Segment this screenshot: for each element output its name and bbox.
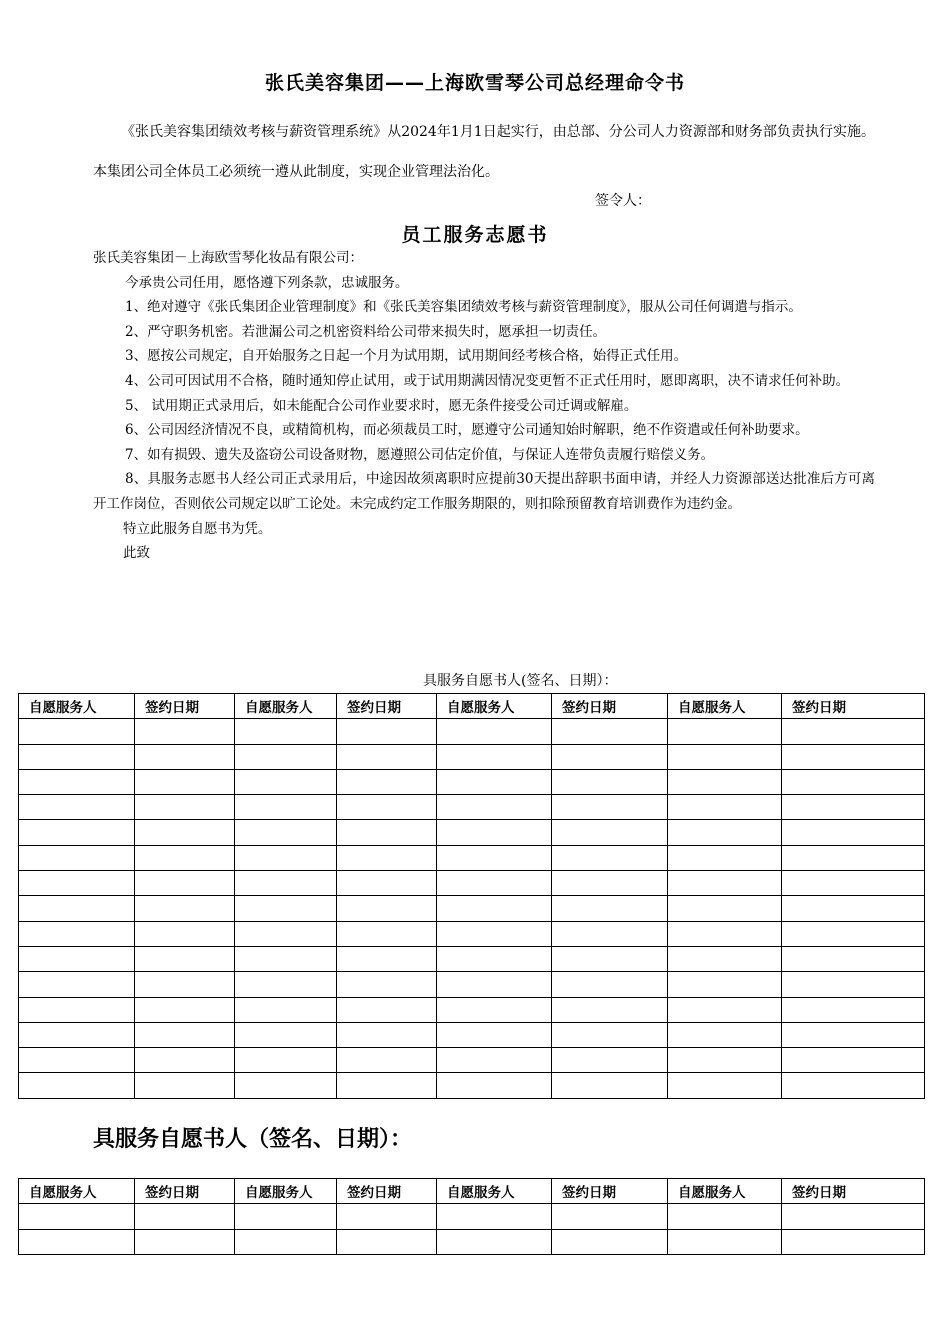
volunteer-signature-cell[interactable] xyxy=(235,795,337,820)
sign-date-cell[interactable] xyxy=(135,744,235,769)
sign-date-cell[interactable] xyxy=(135,845,235,870)
sign-date-cell[interactable] xyxy=(337,871,437,896)
sign-date-cell[interactable] xyxy=(552,1204,668,1229)
table-row xyxy=(19,1048,925,1073)
sign-date-cell[interactable] xyxy=(337,921,437,946)
volunteer-signature-cell[interactable] xyxy=(19,845,135,870)
pledge-item-7: 7、如有损毁、遗失及盗窃公司设备财物，愿遵照公司估定价值，与保证人连带负责履行赔偿义务。 xyxy=(125,446,715,463)
signature-caption-2: 具服务自愿书人（签名、日期）： xyxy=(93,1127,413,1152)
table-row xyxy=(19,1229,925,1254)
sign-date-cell[interactable] xyxy=(135,820,235,845)
volunteer-signature-cell[interactable] xyxy=(437,795,552,820)
sign-date-cell[interactable] xyxy=(782,921,925,946)
pledge-item-6: 6、公司因经济情况不良，或精简机构，而必须裁员工时，愿遵守公司通知始时解职，绝不作资遣或任何补助要求。 xyxy=(125,422,809,439)
pledge-item-1: 1、绝对遵守《张氏集团企业管理制度》和《张氏美容集团绩效考核与薪资管理制度》，服从公司任何调遣与指示。 xyxy=(125,299,802,316)
volunteer-signature-cell[interactable] xyxy=(235,896,337,921)
sign-date-cell[interactable] xyxy=(782,1204,925,1229)
sign-date-cell[interactable] xyxy=(135,1204,235,1229)
sign-date-cell[interactable] xyxy=(337,769,437,794)
volunteer-signature-cell[interactable] xyxy=(19,820,135,845)
volunteer-signature-cell[interactable] xyxy=(668,1048,782,1073)
sign-date-cell[interactable] xyxy=(782,871,925,896)
sign-date-cell[interactable] xyxy=(135,946,235,971)
volunteer-signature-cell[interactable] xyxy=(437,1073,552,1098)
table-row xyxy=(19,845,925,870)
volunteer-signature-cell[interactable] xyxy=(668,1073,782,1098)
sign-date-cell[interactable] xyxy=(552,921,668,946)
header-sign-date: 签约日期 xyxy=(782,1179,925,1204)
sign-date-cell[interactable] xyxy=(782,1229,925,1254)
sign-date-cell[interactable] xyxy=(552,972,668,997)
sign-date-cell[interactable] xyxy=(135,871,235,896)
header-sign-date: 签约日期 xyxy=(135,1179,235,1204)
volunteer-signature-cell[interactable] xyxy=(668,719,782,744)
header-volunteer: 自愿服务人 xyxy=(437,694,552,719)
table-row xyxy=(19,921,925,946)
table-row xyxy=(19,769,925,794)
volunteer-signature-cell[interactable] xyxy=(437,744,552,769)
sign-date-cell[interactable] xyxy=(135,997,235,1022)
table-row xyxy=(19,795,925,820)
table-row xyxy=(19,896,925,921)
volunteer-signature-cell[interactable] xyxy=(235,946,337,971)
volunteer-signature-cell[interactable] xyxy=(437,769,552,794)
sign-date-cell[interactable] xyxy=(337,1073,437,1098)
sign-date-cell[interactable] xyxy=(135,795,235,820)
volunteer-signature-cell[interactable] xyxy=(235,845,337,870)
header-sign-date: 签约日期 xyxy=(552,694,668,719)
header-sign-date: 签约日期 xyxy=(337,694,437,719)
sign-date-cell[interactable] xyxy=(135,1073,235,1098)
volunteer-signature-cell[interactable] xyxy=(19,921,135,946)
volunteer-signature-cell[interactable] xyxy=(668,921,782,946)
sign-date-cell[interactable] xyxy=(337,1022,437,1047)
sign-date-cell[interactable] xyxy=(552,1048,668,1073)
sign-date-cell[interactable] xyxy=(135,1229,235,1254)
volunteer-signature-cell[interactable] xyxy=(235,719,337,744)
header-sign-date: 签约日期 xyxy=(337,1179,437,1204)
sign-date-cell[interactable] xyxy=(552,795,668,820)
sign-date-cell[interactable] xyxy=(135,719,235,744)
volunteer-signature-cell[interactable] xyxy=(437,871,552,896)
sign-date-cell[interactable] xyxy=(552,719,668,744)
pledge-addressee: 张氏美容集团－上海欧雪琴化妆品有限公司： xyxy=(93,250,363,266)
table-header-row xyxy=(19,1179,925,1204)
sign-date-cell[interactable] xyxy=(782,946,925,971)
volunteer-signature-cell[interactable] xyxy=(19,719,135,744)
pledge-closing: 特立此服务自愿书为凭。 xyxy=(123,520,272,537)
sign-date-cell[interactable] xyxy=(552,744,668,769)
volunteer-signature-cell[interactable] xyxy=(437,946,552,971)
sign-date-cell[interactable] xyxy=(337,1048,437,1073)
sign-date-cell[interactable] xyxy=(552,1229,668,1254)
signature-caption-1: 具服务自愿书人(签名、日期）： xyxy=(423,673,618,689)
volunteer-signature-cell[interactable] xyxy=(437,845,552,870)
sign-date-cell[interactable] xyxy=(782,820,925,845)
sign-date-cell[interactable] xyxy=(552,946,668,971)
volunteer-signature-cell[interactable] xyxy=(235,921,337,946)
sign-date-cell[interactable] xyxy=(552,1073,668,1098)
volunteer-signature-cell[interactable] xyxy=(235,769,337,794)
volunteer-signature-cell[interactable] xyxy=(235,997,337,1022)
issuer-label: 签令人： xyxy=(595,193,651,209)
header-volunteer: 自愿服务人 xyxy=(235,1179,337,1204)
volunteer-signature-cell[interactable] xyxy=(19,1204,135,1229)
signature-table-2 xyxy=(18,1178,925,1255)
sign-date-cell[interactable] xyxy=(552,1022,668,1047)
volunteer-signature-cell[interactable] xyxy=(437,1204,552,1229)
signature-table-1 xyxy=(18,693,925,1099)
sign-date-cell[interactable] xyxy=(337,795,437,820)
sign-date-cell[interactable] xyxy=(782,744,925,769)
sign-date-cell[interactable] xyxy=(337,972,437,997)
volunteer-signature-cell[interactable] xyxy=(19,972,135,997)
volunteer-signature-cell[interactable] xyxy=(19,871,135,896)
volunteer-signature-cell[interactable] xyxy=(235,1229,337,1254)
volunteer-signature-cell[interactable] xyxy=(668,769,782,794)
sign-date-cell[interactable] xyxy=(782,972,925,997)
sign-date-cell[interactable] xyxy=(552,820,668,845)
sign-date-cell[interactable] xyxy=(337,1204,437,1229)
volunteer-signature-cell[interactable] xyxy=(235,1073,337,1098)
sign-date-cell[interactable] xyxy=(135,921,235,946)
volunteer-signature-cell[interactable] xyxy=(19,1073,135,1098)
volunteer-signature-cell[interactable] xyxy=(19,1229,135,1254)
volunteer-signature-cell[interactable] xyxy=(235,1204,337,1229)
table-row xyxy=(19,820,925,845)
volunteer-signature-cell[interactable] xyxy=(235,871,337,896)
header-sign-date: 签约日期 xyxy=(782,694,925,719)
table-row xyxy=(19,1073,925,1098)
volunteer-signature-cell[interactable] xyxy=(235,1022,337,1047)
volunteer-signature-cell[interactable] xyxy=(437,921,552,946)
sign-date-cell[interactable] xyxy=(135,896,235,921)
volunteer-signature-cell[interactable] xyxy=(668,845,782,870)
volunteer-signature-cell[interactable] xyxy=(668,744,782,769)
sign-date-cell[interactable] xyxy=(337,744,437,769)
sign-date-cell[interactable] xyxy=(782,896,925,921)
sign-date-cell[interactable] xyxy=(135,769,235,794)
table-row xyxy=(19,972,925,997)
header-volunteer: 自愿服务人 xyxy=(437,1179,552,1204)
sign-date-cell[interactable] xyxy=(337,719,437,744)
header-volunteer: 自愿服务人 xyxy=(235,694,337,719)
header-volunteer: 自愿服务人 xyxy=(668,1179,782,1204)
pledge-intro: 今承贵公司任用，愿恪遵下列条款，忠诚服务。 xyxy=(125,274,409,291)
volunteer-signature-cell[interactable] xyxy=(668,871,782,896)
volunteer-signature-cell[interactable] xyxy=(437,997,552,1022)
volunteer-signature-cell[interactable] xyxy=(668,1204,782,1229)
sign-date-cell[interactable] xyxy=(552,896,668,921)
sign-date-cell[interactable] xyxy=(337,820,437,845)
sign-date-cell[interactable] xyxy=(782,719,925,744)
order-title: 张氏美容集团——上海欧雪琴公司总经理命令书 xyxy=(264,72,685,94)
volunteer-signature-cell[interactable] xyxy=(668,896,782,921)
sign-date-cell[interactable] xyxy=(552,769,668,794)
volunteer-signature-cell[interactable] xyxy=(668,795,782,820)
volunteer-signature-cell[interactable] xyxy=(19,1048,135,1073)
table-row xyxy=(19,719,925,744)
table-row xyxy=(19,997,925,1022)
sign-date-cell[interactable] xyxy=(782,997,925,1022)
volunteer-signature-cell[interactable] xyxy=(668,1229,782,1254)
volunteer-signature-cell[interactable] xyxy=(668,820,782,845)
table-row xyxy=(19,744,925,769)
sign-date-cell[interactable] xyxy=(782,1022,925,1047)
pledge-item-2: 2、严守职务机密。若泄漏公司之机密资料给公司带来损失时，愿承担一切责任。 xyxy=(125,323,607,340)
volunteer-signature-cell[interactable] xyxy=(235,1048,337,1073)
sign-date-cell[interactable] xyxy=(135,1022,235,1047)
volunteer-signature-cell[interactable] xyxy=(437,896,552,921)
volunteer-signature-cell[interactable] xyxy=(437,972,552,997)
header-volunteer: 自愿服务人 xyxy=(668,694,782,719)
volunteer-signature-cell[interactable] xyxy=(19,896,135,921)
sign-date-cell[interactable] xyxy=(782,845,925,870)
volunteer-signature-cell[interactable] xyxy=(668,1022,782,1047)
sign-date-cell[interactable] xyxy=(552,997,668,1022)
sign-date-cell[interactable] xyxy=(337,997,437,1022)
sign-date-cell[interactable] xyxy=(337,896,437,921)
sign-date-cell[interactable] xyxy=(337,946,437,971)
volunteer-signature-cell[interactable] xyxy=(19,997,135,1022)
volunteer-signature-cell[interactable] xyxy=(235,972,337,997)
volunteer-signature-cell[interactable] xyxy=(437,1022,552,1047)
table-header-row xyxy=(19,694,925,719)
volunteer-signature-cell[interactable] xyxy=(19,744,135,769)
pledge-body xyxy=(93,246,875,566)
sign-date-cell[interactable] xyxy=(135,1048,235,1073)
volunteer-signature-cell[interactable] xyxy=(437,719,552,744)
pledge-item-4: 4、公司可因试用不合格，随时通知停止试用，或于试用期满因情况变更暂不正式任用时，愿即离职，决不请求任何补助。 xyxy=(125,372,850,389)
sign-date-cell[interactable] xyxy=(782,795,925,820)
sign-date-cell[interactable] xyxy=(337,845,437,870)
sign-date-cell[interactable] xyxy=(782,769,925,794)
sign-date-cell[interactable] xyxy=(552,871,668,896)
volunteer-signature-cell[interactable] xyxy=(437,820,552,845)
volunteer-signature-cell[interactable] xyxy=(437,1048,552,1073)
table-row xyxy=(19,946,925,971)
pledge-title: 员工服务志愿书 xyxy=(401,224,549,246)
volunteer-signature-cell[interactable] xyxy=(19,795,135,820)
volunteer-signature-cell[interactable] xyxy=(235,820,337,845)
table-row xyxy=(19,871,925,896)
volunteer-signature-cell[interactable] xyxy=(19,769,135,794)
volunteer-signature-cell[interactable] xyxy=(668,997,782,1022)
volunteer-signature-cell[interactable] xyxy=(437,1229,552,1254)
header-volunteer: 自愿服务人 xyxy=(19,694,135,719)
sign-date-cell[interactable] xyxy=(135,972,235,997)
volunteer-signature-cell[interactable] xyxy=(668,946,782,971)
sign-date-cell[interactable] xyxy=(782,1073,925,1098)
table-row xyxy=(19,1022,925,1047)
sign-date-cell[interactable] xyxy=(782,1048,925,1073)
header-volunteer: 自愿服务人 xyxy=(19,1179,135,1204)
sign-date-cell[interactable] xyxy=(552,845,668,870)
pledge-item-5: 5、 试用期正式录用后，如未能配合公司作业要求时，愿无条件接受公司迁调或解雇。 xyxy=(125,397,638,414)
pledge-item-3: 3、愿按公司规定，自开始服务之日起一个月为试用期，试用期间经考核合格，始得正式任用。 xyxy=(125,348,688,365)
volunteer-signature-cell[interactable] xyxy=(235,744,337,769)
table-row xyxy=(19,1204,925,1229)
pledge-item-8: 8、具服务志愿书人经公司正式录用后，中途因故须离职时应提前30天提出辞职书面申请，并经人力资源部送达批准后方可离开工作岗位，否则依公司规定以旷工论处。未完成约定工作服务期限的，则扣除预留教育培训费作为违约金。 xyxy=(93,471,875,512)
pledge-salutation: 此致 xyxy=(123,545,150,562)
header-sign-date: 签约日期 xyxy=(135,694,235,719)
header-sign-date: 签约日期 xyxy=(552,1179,668,1204)
volunteer-signature-cell[interactable] xyxy=(19,1022,135,1047)
sign-date-cell[interactable] xyxy=(337,1229,437,1254)
volunteer-signature-cell[interactable] xyxy=(668,972,782,997)
volunteer-signature-cell[interactable] xyxy=(19,946,135,971)
order-paragraph: 《张氏美容集团绩效考核与薪资管理系统》从2024年1月1日起实行，由总部、分公司人力资源部和财务部负责执行实施。本集团公司全体员工必须统一遵从此制度，实现企业管理法治化。 xyxy=(93,124,875,180)
